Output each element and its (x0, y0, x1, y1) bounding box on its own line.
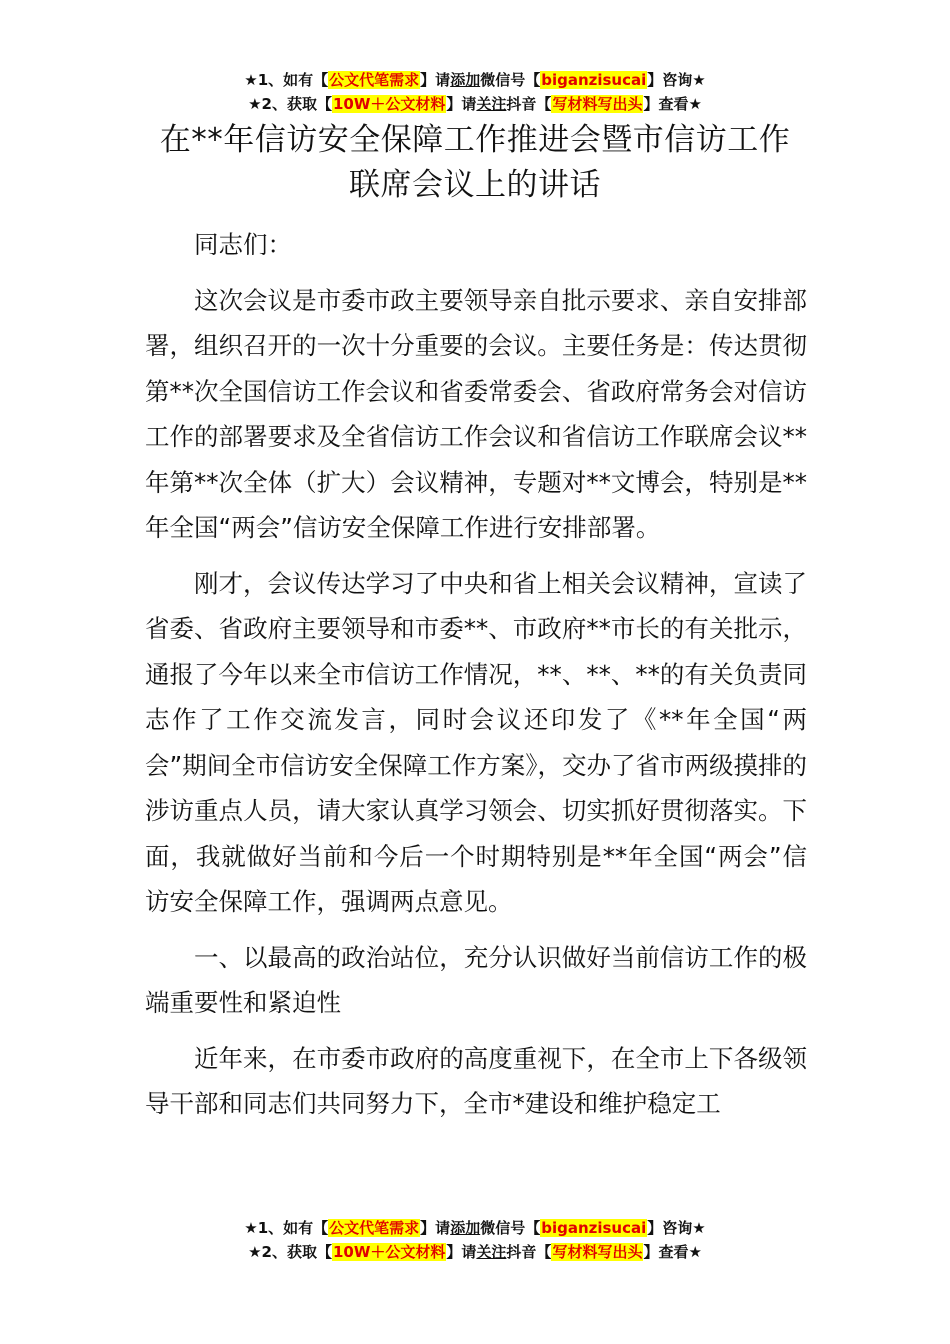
paragraph: 刚才，会议传达学习了中央和省上相关会议精神，宣读了省委、省政府主要领导和市委**、市政府**市长的有关批示，通报了今年以来全市信访工作情况，**、**、**的有关负责同志作了工作交流发言，同时会议还印发了《**年全国“两会”期间全市信访安全保障工作方案》，交办了省市两级摸排的涉访重点人员，请大家认真学习领会、切实抓好贯彻落实。下面，我就做好当前和今后一个时期特别是**年全国“两会”信访安全保障工作，强调两点意见。 (145, 568, 807, 916)
promo-highlight: 10W＋公文材料 (332, 95, 446, 113)
promo-banner-bottom (0, 1216, 950, 1264)
promo-text: 抖音【 (506, 95, 552, 113)
document-body (145, 222, 807, 1137)
promo-text: 】咨询★ (647, 1219, 706, 1237)
promo-text: ★2、获取【 (248, 95, 332, 113)
promo-underline: 添加 (450, 71, 481, 89)
promo-text: 微信号【 (480, 71, 541, 89)
promo-banner-top (0, 68, 950, 116)
promo-highlight: 公文代笔需求 (329, 1219, 420, 1237)
promo-text: 】请 (420, 71, 451, 89)
promo-line-1 (0, 68, 950, 92)
promo-text: 】咨询★ (647, 71, 706, 89)
promo-underline: 关注 (476, 1243, 507, 1261)
promo-text: ★1、如有【 (244, 1219, 329, 1237)
promo-highlight: 公文代笔需求 (329, 71, 420, 89)
promo-underline: 关注 (476, 95, 507, 113)
section-heading: 一、以最高的政治站位，充分认识做好当前信访工作的极端重要性和紧迫性 (145, 942, 807, 1017)
promo-highlight: 写材料写出头 (552, 95, 643, 113)
promo-text: ★1、如有【 (244, 71, 329, 89)
promo-line-1 (0, 1216, 950, 1240)
promo-text: ★2、获取【 (248, 1243, 332, 1261)
promo-text: 】请 (446, 95, 477, 113)
promo-line-2 (0, 1240, 950, 1264)
promo-highlight: biganzisucai (541, 71, 647, 89)
promo-text: 】查看★ (643, 1243, 702, 1261)
paragraph: 这次会议是市委市政主要领导亲自批示要求、亲自安排部署，组织召开的一次十分重要的会议。主要任务是：传达贯彻第**次全国信访工作会议和省委常委会、省政府常务会对信访工作的部署要求及全省信访工作会议和省信访工作联席会议**年第**次全体（扩大）会议精神，专题对**文博会，特别是**年全国“两会”信访安全保障工作进行安排部署。 (145, 285, 807, 542)
paragraph: 近年来，在市委市政府的高度重视下，在全市上下各级领导干部和同志们共同努力下，全市*建设和维护稳定工 (145, 1043, 807, 1118)
promo-underline: 添加 (450, 1219, 481, 1237)
promo-highlight: 10W＋公文材料 (332, 1243, 446, 1261)
salutation: 同志们： (194, 230, 292, 259)
promo-highlight: 写材料写出头 (552, 1243, 643, 1261)
promo-highlight: biganzisucai (541, 1219, 647, 1237)
promo-text: 】查看★ (643, 95, 702, 113)
promo-text: 微信号【 (480, 1219, 541, 1237)
promo-text: 抖音【 (506, 1243, 552, 1261)
promo-text: 】请 (446, 1243, 477, 1261)
promo-text: 】请 (420, 1219, 451, 1237)
promo-line-2 (0, 92, 950, 116)
document-title: 在**年信访安全保障工作推进会暨市信访工作联席会议上的讲话 (159, 122, 791, 203)
